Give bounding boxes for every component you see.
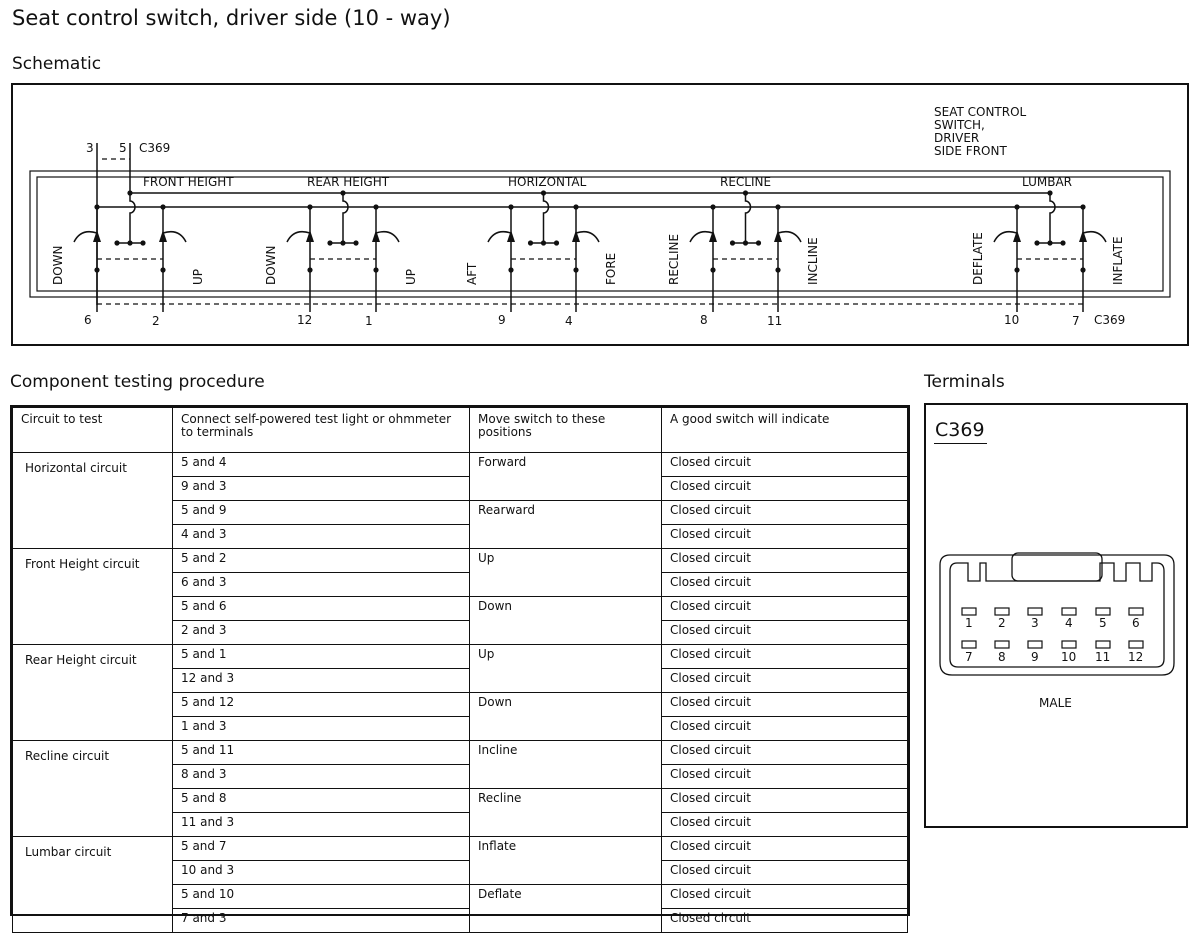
terminals-heading: Terminals xyxy=(924,372,1005,392)
switch-position-cell: Down xyxy=(470,693,662,741)
terminal-number: 4 xyxy=(1065,616,1073,630)
contact-dot xyxy=(340,240,345,245)
terminal-number: 7 xyxy=(965,650,973,664)
right-direction-label: INFLATE xyxy=(1111,236,1125,285)
table-row xyxy=(13,549,908,573)
terminals-cell: 5 and 2 xyxy=(173,549,470,573)
result-cell: Closed circuit xyxy=(662,645,908,669)
right-direction-label: INCLINE xyxy=(806,237,820,285)
section-title: FRONT HEIGHT xyxy=(143,175,234,189)
left-direction-label: DOWN xyxy=(51,245,65,285)
left-direction-label: AFT xyxy=(465,262,479,285)
section-title: REAR HEIGHT xyxy=(307,175,390,189)
switch-section xyxy=(51,175,234,328)
terminal-cavity xyxy=(1129,608,1143,615)
result-cell: Closed circuit xyxy=(662,621,908,645)
contact-dot xyxy=(743,240,748,245)
circuit-name-cell: Front Height circuit xyxy=(13,549,173,645)
junction-dot xyxy=(1014,267,1019,272)
pin-number: 6 xyxy=(84,313,92,327)
circuit-name-cell: Recline circuit xyxy=(13,741,173,837)
terminals-cell: 11 and 3 xyxy=(173,813,470,837)
result-cell: Closed circuit xyxy=(662,741,908,765)
pin-number: 4 xyxy=(565,314,573,328)
terminals-panel xyxy=(924,403,1188,828)
contact-dot xyxy=(140,240,145,245)
terminals-cell: 5 and 1 xyxy=(173,645,470,669)
junction-dot xyxy=(508,267,513,272)
right-direction-label: FORE xyxy=(604,252,618,285)
left-direction-label: DOWN xyxy=(264,245,278,285)
result-cell: Closed circuit xyxy=(662,597,908,621)
junction-dot xyxy=(94,204,99,209)
junction-dot xyxy=(710,204,715,209)
junction-dot xyxy=(1014,204,1019,209)
contact-dot xyxy=(1060,240,1065,245)
left-direction-label: DEFLATE xyxy=(971,232,985,285)
contact-dot xyxy=(114,240,119,245)
switch-housing-inner xyxy=(37,177,1163,291)
result-cell: Closed circuit xyxy=(662,573,908,597)
center-feed-wire xyxy=(343,193,348,243)
result-cell: Closed circuit xyxy=(662,837,908,861)
terminal-cavity xyxy=(1096,608,1110,615)
pin-number: 1 xyxy=(365,314,373,328)
pin-number: 8 xyxy=(700,313,708,327)
terminal-number: 11 xyxy=(1095,650,1111,664)
top-pin-label: 3 xyxy=(86,141,94,155)
terminals-cell: 5 and 11 xyxy=(173,741,470,765)
junction-dot xyxy=(573,267,578,272)
switch-position-cell: Inflate xyxy=(470,837,662,885)
terminal-number: 10 xyxy=(1061,650,1077,664)
contact-dot xyxy=(528,240,533,245)
terminal-number: 12 xyxy=(1128,650,1144,664)
pin-number: 11 xyxy=(767,314,783,328)
table-row xyxy=(13,837,908,861)
terminal-number: 2 xyxy=(998,616,1006,630)
switch-position-cell: Incline xyxy=(470,741,662,789)
section-title: LUMBAR xyxy=(1022,175,1073,189)
terminals-cell: 1 and 3 xyxy=(173,717,470,741)
terminal-cavity xyxy=(1129,641,1143,648)
junction-dot xyxy=(160,204,165,209)
terminals-cell: 5 and 6 xyxy=(173,597,470,621)
pin-number: 12 xyxy=(297,313,313,327)
result-cell: Closed circuit xyxy=(662,693,908,717)
result-cell: Closed circuit xyxy=(662,861,908,885)
component-label-line: SWITCH, xyxy=(934,118,985,132)
terminal-number: 6 xyxy=(1132,616,1140,630)
pin-number: 10 xyxy=(1004,313,1020,327)
junction-dot xyxy=(307,267,312,272)
terminal-number: 1 xyxy=(965,616,973,630)
pin-number: 9 xyxy=(498,313,506,327)
terminal-number: 8 xyxy=(998,650,1006,664)
connector-face-diagram xyxy=(926,405,1186,826)
junction-dot xyxy=(1080,267,1085,272)
junction-dot xyxy=(373,267,378,272)
circuit-name-cell: Horizontal circuit xyxy=(13,453,173,549)
terminal-cavity xyxy=(1028,608,1042,615)
testing-procedure-table-frame xyxy=(10,405,910,925)
right-direction-label: UP xyxy=(191,268,205,285)
switch-position-cell: Forward xyxy=(470,453,662,501)
pin-number: 7 xyxy=(1072,314,1080,328)
switch-section xyxy=(667,175,820,328)
table-row xyxy=(13,453,908,477)
junction-dot xyxy=(160,267,165,272)
result-cell: Closed circuit xyxy=(662,453,908,477)
terminals-cell: 12 and 3 xyxy=(173,669,470,693)
result-cell: Closed circuit xyxy=(662,885,908,909)
right-direction-label: UP xyxy=(404,268,418,285)
terminal-cavity xyxy=(1028,641,1042,648)
circuit-name-cell: Rear Height circuit xyxy=(13,645,173,741)
contact-dot xyxy=(1047,240,1052,245)
junction-dot xyxy=(775,204,780,209)
junction-dot xyxy=(94,267,99,272)
center-feed-wire xyxy=(746,193,751,243)
column-header: Circuit to test xyxy=(13,408,173,453)
result-cell: Closed circuit xyxy=(662,789,908,813)
terminals-cell: 5 and 9 xyxy=(173,501,470,525)
result-cell: Closed circuit xyxy=(662,477,908,501)
junction-dot xyxy=(573,204,578,209)
terminal-number: 5 xyxy=(1099,616,1107,630)
schematic-heading: Schematic xyxy=(12,54,102,74)
terminal-cavity xyxy=(995,608,1009,615)
terminal-cavity xyxy=(995,641,1009,648)
contact-dot xyxy=(756,240,761,245)
terminals-cell: 7 and 3 xyxy=(173,909,470,933)
terminals-cell: 8 and 3 xyxy=(173,765,470,789)
page-title: Seat control switch, driver side (10 - way) xyxy=(12,6,451,30)
schematic-frame xyxy=(12,84,1188,345)
table-row xyxy=(13,645,908,669)
switch-section xyxy=(264,175,418,328)
terminal-cavity xyxy=(1062,641,1076,648)
component-label-line: SEAT CONTROL xyxy=(934,105,1027,119)
result-cell: Closed circuit xyxy=(662,525,908,549)
contact-dot xyxy=(1034,240,1039,245)
switch-position-cell: Up xyxy=(470,549,662,597)
result-cell: Closed circuit xyxy=(662,501,908,525)
result-cell: Closed circuit xyxy=(662,765,908,789)
contact-dot xyxy=(127,240,132,245)
table-row xyxy=(13,741,908,765)
switch-position-cell: Up xyxy=(470,645,662,693)
table-header-row xyxy=(13,408,908,453)
top-connector-label: C369 xyxy=(139,141,171,155)
result-cell: Closed circuit xyxy=(662,717,908,741)
terminals-cell: 5 and 7 xyxy=(173,837,470,861)
contact-dot xyxy=(327,240,332,245)
switch-position-cell: Down xyxy=(470,597,662,645)
junction-dot xyxy=(373,204,378,209)
junction-dot xyxy=(775,267,780,272)
terminals-cell: 4 and 3 xyxy=(173,525,470,549)
section-title: HORIZONTAL xyxy=(508,175,587,189)
result-cell: Closed circuit xyxy=(662,669,908,693)
contact-dot xyxy=(554,240,559,245)
contact-dot xyxy=(541,240,546,245)
circuit-name-cell: Lumbar circuit xyxy=(13,837,173,933)
junction-dot xyxy=(1080,204,1085,209)
terminal-cavity xyxy=(1062,608,1076,615)
terminals-cell: 5 and 8 xyxy=(173,789,470,813)
top-pin-label: 5 xyxy=(119,141,127,155)
terminals-cell: 9 and 3 xyxy=(173,477,470,501)
terminal-connector-label: C369 xyxy=(934,419,987,444)
result-cell: Closed circuit xyxy=(662,549,908,573)
connector-latch xyxy=(1012,553,1102,581)
column-header: A good switch will indicate xyxy=(662,408,908,453)
switch-position-cell: Rearward xyxy=(470,501,662,549)
terminals-cell: 10 and 3 xyxy=(173,861,470,885)
terminals-cell: 5 and 12 xyxy=(173,693,470,717)
switch-section xyxy=(465,175,618,328)
section-title: RECLINE xyxy=(720,175,772,189)
terminal-number: 3 xyxy=(1031,616,1039,630)
terminal-cavity xyxy=(1096,641,1110,648)
center-feed-wire xyxy=(130,193,135,243)
column-header: Connect self-powered test light or ohmmeter to terminals xyxy=(173,408,470,453)
result-cell: Closed circuit xyxy=(662,813,908,837)
testing-procedure-table xyxy=(12,407,908,933)
junction-dot xyxy=(710,267,715,272)
contact-dot xyxy=(353,240,358,245)
terminal-cavity xyxy=(962,641,976,648)
center-feed-wire xyxy=(1050,193,1055,243)
center-feed-wire xyxy=(544,193,549,243)
terminals-cell: 6 and 3 xyxy=(173,573,470,597)
terminals-cell: 5 and 4 xyxy=(173,453,470,477)
testing-procedure-heading: Component testing procedure xyxy=(10,372,265,392)
component-label-line: DRIVER xyxy=(934,131,980,145)
terminal-cavity xyxy=(962,608,976,615)
terminals-cell: 5 and 10 xyxy=(173,885,470,909)
component-label-line: SIDE FRONT xyxy=(934,144,1007,158)
result-cell: Closed circuit xyxy=(662,909,908,933)
contact-dot xyxy=(730,240,735,245)
bottom-connector-label: C369 xyxy=(1094,313,1126,327)
column-header: Move switch to these positions xyxy=(470,408,662,453)
junction-dot xyxy=(508,204,513,209)
switch-section xyxy=(971,175,1125,328)
left-direction-label: RECLINE xyxy=(667,233,681,285)
switch-position-cell: Recline xyxy=(470,789,662,837)
junction-dot xyxy=(307,204,312,209)
pin-number: 2 xyxy=(152,314,160,328)
terminal-number: 9 xyxy=(1031,650,1039,664)
schematic-diagram xyxy=(0,0,1200,360)
terminals-cell: 2 and 3 xyxy=(173,621,470,645)
switch-position-cell: Deflate xyxy=(470,885,662,933)
connector-gender-label: MALE xyxy=(1039,696,1072,710)
